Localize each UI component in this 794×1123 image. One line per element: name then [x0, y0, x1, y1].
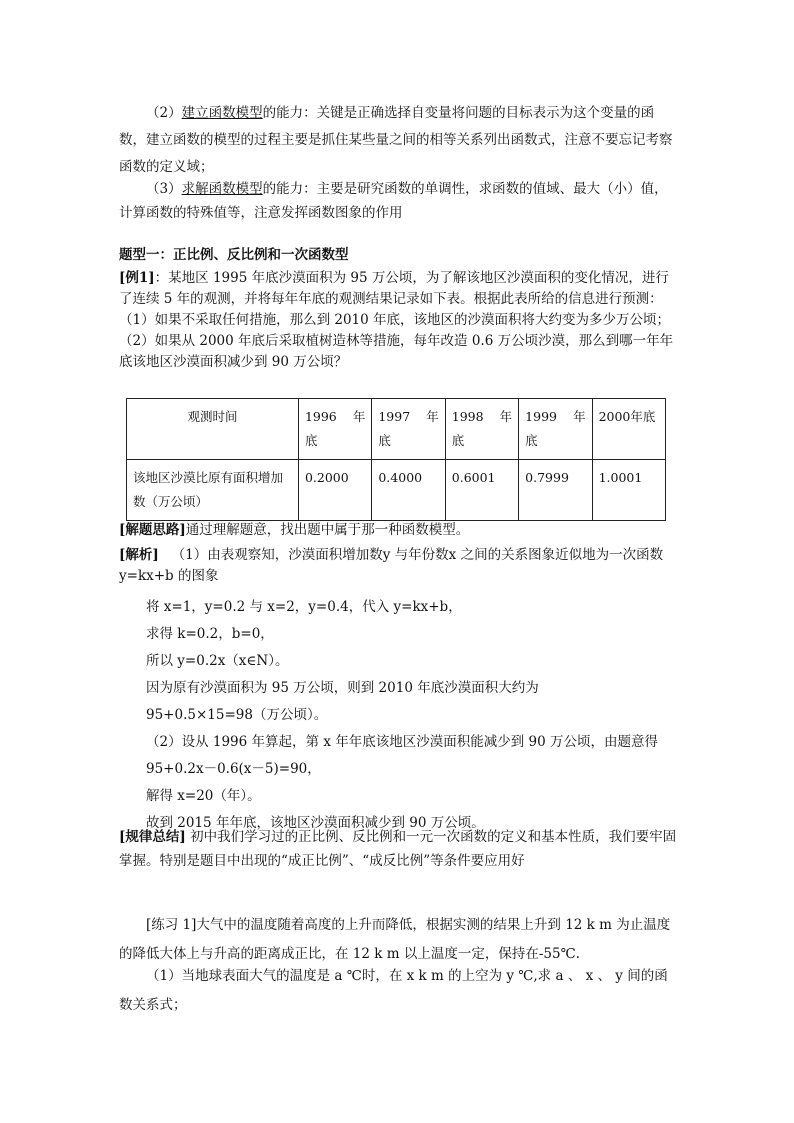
example-1 [119, 268, 679, 373]
exercise-paragraph [119, 911, 679, 969]
summary-paragraph [119, 825, 679, 873]
ability-paragraph-3 [119, 177, 679, 225]
solution-steps [119, 594, 679, 837]
ability-3-body: 的能力：主要是研究函数的单调性，求函数的值域、最大（小）值，计算函数的特殊值等，注意发挥函数图象的作用 [119, 181, 668, 221]
solution-step: 95+0.2x－0.6(x－5)=90， [146, 761, 321, 777]
solution-step: 将 x=1，y=0.2 与 x=2，y=0.4，代入 y=kx+b， [146, 599, 462, 615]
table-value-cell: 0.4000 [372, 460, 445, 521]
table-value-cell: 1.0001 [592, 460, 665, 521]
summary-body: 初中我们学习过的正比例、反比例和一元一次函数的定义和基本性质，我们要牢固掌握。特别是题目中出现的“成正比例”、“成反比例”等条件要应用好 [119, 829, 677, 869]
exercise-question-1: （1）当地球表面大气的温度是 a ℃时，在 x k m 的上空为 y ℃,求 a 、 x 、 y 间的函数关系式； [119, 968, 668, 1013]
ability-paragraph-2 [119, 100, 679, 181]
table-year-cell: 1997 年 底 [372, 399, 445, 460]
ability-3-number: （3） [146, 181, 182, 197]
ability-2-number: （2） [146, 105, 182, 121]
solution-step: 所以 y=0.2x（x∈N）。 [146, 653, 289, 669]
ability-2-title: 建立函数模型 [181, 105, 263, 121]
table-year-cell: 1998 年 底 [445, 399, 518, 460]
solution-step: 故到 2015 年年底，该地区沙漠面积减少到 90 万公顷。 [146, 815, 485, 831]
exercise-body: [练习 1]大气中的温度随着高度的上升而降低，根据实测的结果上升到 12 k m 为止温度的降低大体上与升高的距离成正比，在 12 k m 以上温度一定，保持在-55℃. [119, 917, 671, 962]
example-question-1: （1）如果不采取任何措施，那么到 2010 年底，该地区的沙漠面积将大约变为多少万公顷； [119, 312, 671, 328]
solution-label: [解析] [119, 547, 159, 563]
example-body: ：某地区 1995 年底沙漠面积为 95 万公顷，为了解该地区沙漠面积的变化情况，进行了连续 5 年的观测，并将每年年底的观测结果记录如下表。根据此表所给的信息进行预测： [119, 270, 669, 307]
thinking-body: 通过理解题意，找出题中属于那一种函数模型。 [185, 522, 470, 538]
thinking-line [119, 520, 679, 541]
table-value-cell: 0.7999 [519, 460, 592, 521]
table-row-label: 该地区沙漠比原有面积增加数（万公顷） [127, 460, 299, 521]
table-year-cell: 1996 年 底 [298, 399, 371, 460]
solution-step: （2）设从 1996 年算起，第 x 年年底该地区沙漠面积能减少到 90 万公顷，由题意得 [146, 734, 658, 750]
table-value-cell: 0.6001 [445, 460, 518, 521]
thinking-label: [解题思路] [119, 522, 186, 538]
table-year-cell: 1999 年 底 [519, 399, 592, 460]
table-year-cell-last: 2000年底 [592, 399, 665, 460]
ability-2-body: 的能力：关键是正确选择自变量将问题的目标表示为这个变量的函数，建立函数的模型的过程主要是抓住某些量之间的相等关系列出函数式，注意不要忘记考察函数的定义域； [119, 105, 673, 175]
summary-label: [规律总结] [119, 829, 186, 845]
table-header-row [127, 399, 666, 460]
solution-step: 因为原有沙漠面积为 95 万公顷，则到 2010 年底沙漠面积大约为 [146, 680, 539, 696]
observation-table [126, 398, 666, 521]
solution-step: 95+0.5×15=98（万公顷）。 [146, 707, 328, 723]
example-label: [例1] [119, 270, 155, 286]
solution-step: 解得 x=20（年）。 [146, 788, 261, 804]
solution-step: 求得 k=0.2，b=0， [146, 626, 274, 642]
exercise-question [119, 962, 679, 1020]
section-title: 题型一：正比例、反比例和一次函数型 [119, 247, 349, 263]
ability-3-title: 求解函数模型 [181, 181, 263, 197]
table-value-cell: 0.2000 [298, 460, 371, 521]
table-data-row [127, 460, 666, 521]
solution-intro [119, 545, 679, 587]
table-header-label: 观测时间 [127, 399, 299, 460]
example-question-2: （2）如果从 2000 年底后采取植树造林等措施，每年改造 0.6 万公顷沙漠，那么到哪一年年底该地区沙漠面积减少到 90 万公顷？ [119, 333, 674, 370]
solution-intro-text: （1）由表观察知，沙漠面积增加数y 与年份数x 之间的关系图象近似地为一次函数 y=kx+b 的图象 [119, 547, 664, 584]
